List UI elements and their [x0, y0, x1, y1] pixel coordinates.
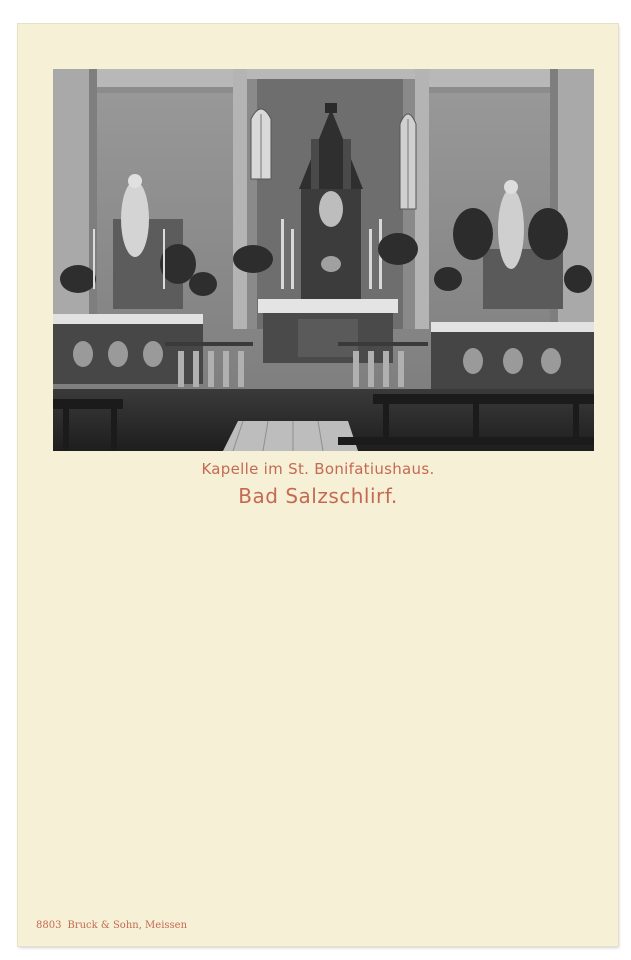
imprint-number: 8803	[36, 920, 62, 931]
publisher-imprint	[36, 920, 187, 931]
caption-place: Bad Salzschlirf.	[238, 484, 398, 508]
postcard	[18, 24, 618, 946]
imprint-publisher: Bruck & Sohn, Meissen	[67, 920, 188, 931]
caption-title: Kapelle im St. Bonifatiushaus.	[201, 460, 435, 478]
chapel-interior-photo	[53, 69, 594, 451]
